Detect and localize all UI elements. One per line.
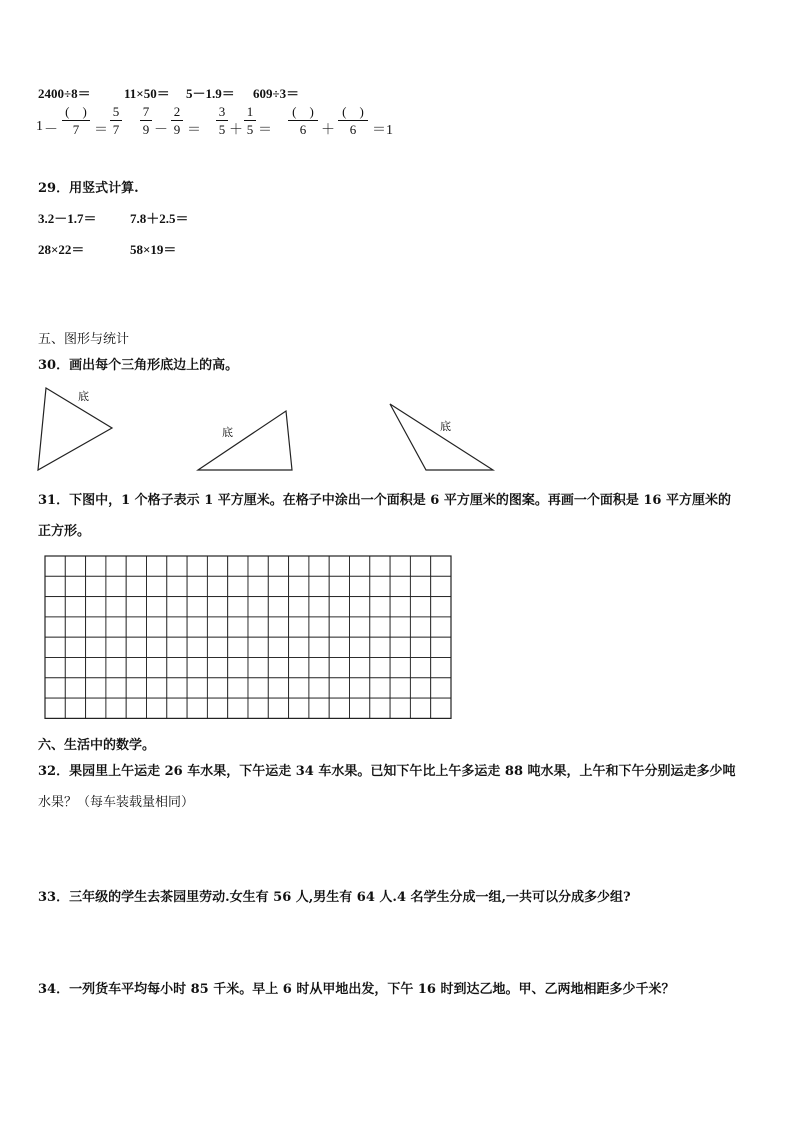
grid-cell[interactable]	[126, 556, 146, 576]
grid-cell[interactable]	[106, 637, 126, 657]
grid-cell[interactable]	[147, 597, 167, 617]
question-33: 33．三年级的学生去茶园里劳动.女生有 56 人,男生有 64 人.4 名学生分成一组,一共可以分成多少组?	[38, 890, 631, 905]
fraction-denominator: 7	[72, 122, 80, 137]
grid-cell[interactable]	[268, 617, 288, 637]
grid-cell[interactable]	[106, 597, 126, 617]
grid-cell[interactable]	[147, 556, 167, 576]
grid-cell[interactable]	[167, 637, 187, 657]
grid-cell[interactable]	[147, 637, 167, 657]
grid-cell[interactable]	[268, 576, 288, 596]
grid-cell[interactable]	[410, 637, 430, 657]
grid-cell[interactable]	[207, 576, 227, 596]
grid-cell[interactable]	[289, 698, 309, 718]
grid-cell[interactable]	[45, 658, 65, 678]
fraction-denominator: 5	[246, 122, 254, 137]
grid-cell[interactable]	[106, 576, 126, 596]
grid-cell[interactable]	[86, 617, 106, 637]
grid-cell[interactable]	[431, 556, 451, 576]
grid-cell[interactable]	[65, 678, 85, 698]
fraction-blank-over-6	[288, 104, 318, 137]
grid-cell[interactable]	[228, 576, 248, 596]
triangle-1	[38, 388, 112, 470]
question-29-title: 29．用竖式计算.	[38, 181, 139, 196]
grid-cell[interactable]	[410, 678, 430, 698]
calc-item-4: 609÷3＝	[253, 86, 300, 101]
grid-cell[interactable]	[329, 617, 349, 637]
grid-cell[interactable]	[329, 698, 349, 718]
grid-cell[interactable]	[248, 597, 268, 617]
triangle-2	[198, 411, 292, 470]
grid-cell[interactable]	[147, 617, 167, 637]
grid-cell[interactable]	[106, 617, 126, 637]
fraction-denominator: 9	[173, 122, 181, 137]
grid-cell[interactable]	[309, 597, 329, 617]
fraction-2-9	[171, 104, 183, 137]
calc-item-3: 5－1.9＝	[186, 86, 235, 101]
grid-cell[interactable]	[370, 658, 390, 678]
grid-cell[interactable]	[167, 617, 187, 637]
grid-cell[interactable]	[126, 678, 146, 698]
grid-cell[interactable]	[187, 658, 207, 678]
grid-cell[interactable]	[268, 556, 288, 576]
grid-cell[interactable]	[390, 597, 410, 617]
grid-cell[interactable]	[410, 556, 430, 576]
grid-cell[interactable]	[268, 637, 288, 657]
grid-cell[interactable]	[309, 576, 329, 596]
grid-cell[interactable]	[147, 698, 167, 718]
grid-cell[interactable]	[350, 678, 370, 698]
grid-cell[interactable]	[248, 556, 268, 576]
grid-cell[interactable]	[45, 698, 65, 718]
grid-cell[interactable]	[410, 658, 430, 678]
grid-cell[interactable]	[329, 637, 349, 657]
triangle-3	[390, 404, 493, 470]
fraction-numerator: 5	[112, 104, 120, 119]
fraction-blank-over-6-second	[338, 104, 368, 137]
grid-cell[interactable]	[370, 576, 390, 596]
grid-cell[interactable]	[86, 576, 106, 596]
grid-cell[interactable]	[187, 576, 207, 596]
grid-cell[interactable]	[390, 658, 410, 678]
grid-cell[interactable]	[289, 556, 309, 576]
grid-cell[interactable]	[350, 698, 370, 718]
grid-cell[interactable]	[207, 617, 227, 637]
grid-cell[interactable]	[350, 597, 370, 617]
grid-cell[interactable]	[289, 678, 309, 698]
grid-cell[interactable]	[289, 637, 309, 657]
grid-cell[interactable]	[187, 698, 207, 718]
fraction-numerator: 3	[218, 104, 226, 119]
grid-cell[interactable]	[228, 637, 248, 657]
grid-cell[interactable]	[65, 698, 85, 718]
grid-cell[interactable]	[167, 698, 187, 718]
grid-cell[interactable]	[65, 556, 85, 576]
section-6-heading: 六、生活中的数学。	[38, 738, 156, 753]
grid-cell[interactable]	[350, 637, 370, 657]
fraction-denominator: 6	[349, 122, 357, 137]
grid-cell[interactable]	[167, 556, 187, 576]
q29-item-4: 58×19＝	[130, 242, 177, 257]
grid-cell[interactable]	[329, 576, 349, 596]
grid-cell[interactable]	[309, 698, 329, 718]
fraction-denominator: 5	[218, 122, 226, 137]
grid-cell[interactable]	[370, 678, 390, 698]
fraction-numerator: 1	[246, 104, 254, 119]
grid-cell[interactable]	[268, 678, 288, 698]
grid-cell[interactable]	[187, 678, 207, 698]
plus-sign: ＋	[321, 123, 335, 138]
grid-cell[interactable]	[147, 576, 167, 596]
equals-one: ＝1	[372, 123, 393, 138]
equals-sign: ＝	[94, 123, 108, 138]
grid-cell[interactable]	[289, 617, 309, 637]
grid-cell[interactable]	[207, 637, 227, 657]
minus-sign: －	[154, 123, 168, 138]
triangles-figure	[0, 380, 520, 480]
grid-cell[interactable]	[410, 617, 430, 637]
grid-cell[interactable]	[167, 678, 187, 698]
question-31-line-2: 正方形。	[38, 524, 91, 539]
question-31-line-1: 31．下图中，1 个格子表示 1 平方厘米。在格子中涂出一个面积是 6 平方厘米的图案。再画一个面积是 16 平方厘米的	[38, 493, 731, 508]
grid-cell[interactable]	[228, 617, 248, 637]
grid-cell[interactable]	[431, 658, 451, 678]
grid-cell[interactable]	[65, 576, 85, 596]
grid-cell[interactable]	[350, 556, 370, 576]
grid-cell[interactable]	[248, 698, 268, 718]
fraction-blank-over-7	[62, 104, 90, 137]
fraction-numerator-blank: ( )	[65, 104, 87, 119]
fraction-numerator-blank: ( )	[342, 104, 364, 119]
grid-cell[interactable]	[228, 556, 248, 576]
base-label-2: 底	[222, 426, 233, 439]
grid-cell[interactable]	[329, 678, 349, 698]
grid-cell[interactable]	[45, 556, 65, 576]
grid-cell[interactable]	[329, 556, 349, 576]
equals-sign: ＝	[187, 123, 201, 138]
minus-sign: －	[44, 123, 58, 138]
grid-cell[interactable]	[350, 576, 370, 596]
grid-cell[interactable]	[410, 597, 430, 617]
grid-cell[interactable]	[390, 576, 410, 596]
fraction-denominator: 7	[112, 122, 120, 137]
grid-cell[interactable]	[207, 698, 227, 718]
question-34: 34．一列货车平均每小时 85 千米。早上 6 时从甲地出发，下午 16 时到达乙地。甲、乙两地相距多少千米？	[38, 982, 675, 997]
grid-cell[interactable]	[45, 678, 65, 698]
grid-cell[interactable]	[410, 698, 430, 718]
grid-cell[interactable]	[45, 597, 65, 617]
grid-cell[interactable]	[228, 597, 248, 617]
grid-cell[interactable]	[228, 678, 248, 698]
fraction-7-9	[140, 104, 152, 137]
grid-cell[interactable]	[431, 698, 451, 718]
grid-cell[interactable]	[248, 576, 268, 596]
fraction-denominator: 9	[142, 122, 150, 137]
grid-cell[interactable]	[106, 698, 126, 718]
grid-cell[interactable]	[410, 576, 430, 596]
grid-cell[interactable]	[65, 597, 85, 617]
grid-cell[interactable]	[289, 597, 309, 617]
grid-cell[interactable]	[309, 637, 329, 657]
grid-cell[interactable]	[126, 698, 146, 718]
grid-cell[interactable]	[86, 698, 106, 718]
grid-cell[interactable]	[370, 698, 390, 718]
grid-cell[interactable]	[248, 617, 268, 637]
grid-cell[interactable]	[167, 658, 187, 678]
grid-cell[interactable]	[268, 658, 288, 678]
grid-cell[interactable]	[390, 678, 410, 698]
grid-cell[interactable]	[248, 637, 268, 657]
grid-cell[interactable]	[309, 678, 329, 698]
grid-cell[interactable]	[167, 576, 187, 596]
grid-cell[interactable]	[147, 658, 167, 678]
grid-cell[interactable]	[329, 597, 349, 617]
fraction-3-5	[216, 104, 228, 137]
grid-cell[interactable]	[370, 617, 390, 637]
fraction-numerator-blank: ( )	[292, 104, 314, 119]
grid-cell[interactable]	[309, 617, 329, 637]
q29-item-3: 28×22＝	[38, 242, 85, 257]
grid-cell[interactable]	[207, 678, 227, 698]
grid-cell[interactable]	[248, 678, 268, 698]
square-grid[interactable]	[44, 555, 454, 720]
grid-cell[interactable]	[86, 658, 106, 678]
grid-cell[interactable]	[350, 617, 370, 637]
grid-cell[interactable]	[86, 556, 106, 576]
question-30-title: 30．画出每个三角形底边上的高。	[38, 358, 239, 373]
grid-cell[interactable]	[431, 617, 451, 637]
grid-cell[interactable]	[228, 658, 248, 678]
grid-cell[interactable]	[431, 597, 451, 617]
question-32-line-2: 水果？（每车装载量相同）	[38, 795, 195, 810]
grid-cell[interactable]	[187, 637, 207, 657]
calc-item-2: 11×50＝	[124, 86, 170, 101]
grid-cell[interactable]	[268, 698, 288, 718]
plus-sign: ＋	[229, 123, 243, 138]
fraction-denominator: 6	[299, 122, 307, 137]
grid-cell[interactable]	[65, 617, 85, 637]
grid-cell[interactable]	[86, 678, 106, 698]
grid-cell[interactable]	[329, 658, 349, 678]
grid-cell[interactable]	[187, 617, 207, 637]
equals-sign: ＝	[258, 123, 272, 138]
grid-cell[interactable]	[207, 597, 227, 617]
grid-cell[interactable]	[248, 658, 268, 678]
grid-cell[interactable]	[45, 617, 65, 637]
grid-cell[interactable]	[147, 678, 167, 698]
grid-cell[interactable]	[167, 597, 187, 617]
grid-cell[interactable]	[289, 576, 309, 596]
fraction-1-5	[244, 104, 256, 137]
grid-cell[interactable]	[390, 698, 410, 718]
grid-cell[interactable]	[289, 658, 309, 678]
grid-cell[interactable]	[65, 658, 85, 678]
grid-cell[interactable]	[390, 556, 410, 576]
grid-cell[interactable]	[45, 576, 65, 596]
grid-cell[interactable]	[187, 597, 207, 617]
grid-cell[interactable]	[207, 658, 227, 678]
section-5-heading: 五、图形与统计	[38, 332, 130, 347]
base-label-3: 底	[440, 420, 451, 433]
grid-cell[interactable]	[350, 658, 370, 678]
fraction-5-7	[110, 104, 122, 137]
grid-cell[interactable]	[86, 597, 106, 617]
grid-cell[interactable]	[207, 556, 227, 576]
grid-cell[interactable]	[106, 678, 126, 698]
grid-cell[interactable]	[431, 576, 451, 596]
grid-cell[interactable]	[126, 637, 146, 657]
grid-cell[interactable]	[45, 637, 65, 657]
grid-cell[interactable]	[126, 617, 146, 637]
grid-cell[interactable]	[431, 637, 451, 657]
grid-cell[interactable]	[86, 637, 106, 657]
fraction-numerator: 2	[173, 104, 181, 119]
grid-cell[interactable]	[126, 658, 146, 678]
number-one: 1	[36, 119, 43, 134]
grid-cell[interactable]	[370, 597, 390, 617]
calc-item-1: 2400÷8＝	[38, 86, 91, 101]
grid-cell[interactable]	[370, 556, 390, 576]
grid-cell[interactable]	[268, 597, 288, 617]
fraction-numerator: 7	[142, 104, 150, 119]
grid-cell[interactable]	[126, 597, 146, 617]
grid-cell[interactable]	[126, 576, 146, 596]
grid-cell[interactable]	[390, 637, 410, 657]
grid-cell[interactable]	[106, 658, 126, 678]
question-32-line-1: 32．果园里上午运走 26 车水果，下午运走 34 车水果。已知下午比上午多运走 88 吨水果，上午和下午分别运走多少吨	[38, 764, 736, 779]
grid-cell[interactable]	[106, 556, 126, 576]
base-label-1: 底	[78, 390, 89, 403]
grid-cell[interactable]	[65, 637, 85, 657]
grid-cell[interactable]	[228, 698, 248, 718]
grid-cell[interactable]	[431, 678, 451, 698]
grid-cell[interactable]	[309, 556, 329, 576]
grid-cell[interactable]	[390, 617, 410, 637]
grid-cell[interactable]	[370, 637, 390, 657]
q29-item-2: 7.8＋2.5＝	[130, 211, 189, 226]
q29-item-1: 3.2－1.7＝	[38, 211, 97, 226]
grid-cell[interactable]	[309, 658, 329, 678]
grid-cell[interactable]	[187, 556, 207, 576]
